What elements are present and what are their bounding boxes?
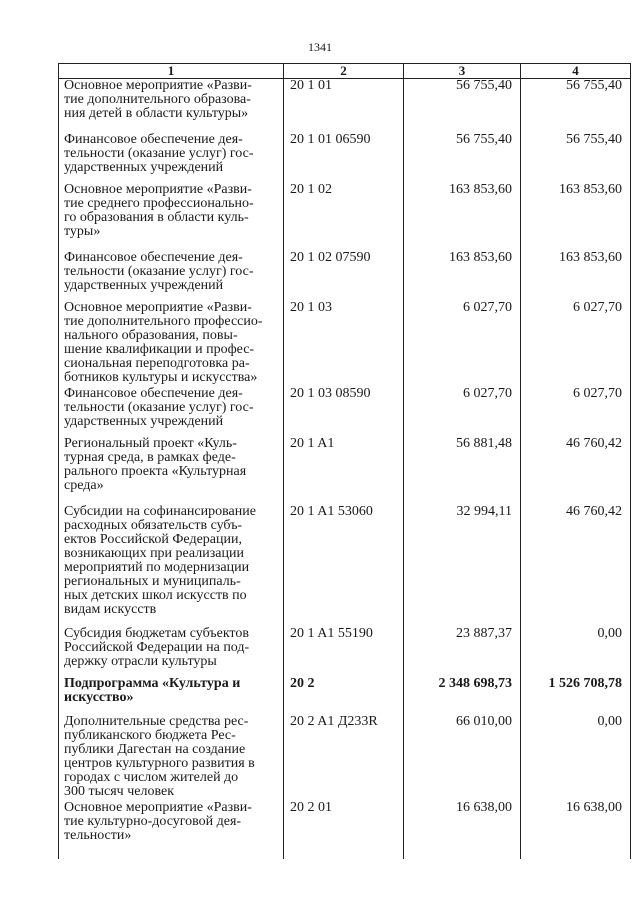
table-row [59, 79, 631, 133]
row-code: 20 1 A1 53060 [284, 505, 404, 627]
row-name: Основное мероприятие «Разви- тие дополнительного профессио- нального образования, повы- шение квалификации и профес- сиональная переподготовка ра- ботников культуры и искусства» [59, 301, 284, 387]
row-value-col4: 163 853,60 [521, 251, 631, 301]
row-value-col3: 66 010,00 [404, 715, 521, 801]
table-row [59, 301, 631, 387]
row-code: 20 2 [284, 677, 404, 715]
column-header-2: 2 [284, 64, 404, 79]
row-code: 20 1 03 [284, 301, 404, 387]
row-name: Региональный проект «Куль- турная среда, в рамках феде- рального проекта «Культурная среда» [59, 437, 284, 505]
table-row [59, 183, 631, 251]
table-row [59, 133, 631, 183]
table-row [59, 715, 631, 801]
row-code: 20 1 01 06590 [284, 133, 404, 183]
row-value-col4: 0,00 [521, 715, 631, 801]
table-row [59, 251, 631, 301]
row-name: Финансовое обеспечение дея- тельности (оказание услуг) гос- ударственных учреждений [59, 133, 284, 183]
table-row [59, 437, 631, 505]
row-value-col4: 6 027,70 [521, 301, 631, 387]
row-name: Основное мероприятие «Разви- тие дополнительного образова- ния детей в области культуры» [59, 79, 284, 133]
budget-table [58, 63, 631, 859]
row-code: 20 1 A1 55190 [284, 627, 404, 677]
row-code: 20 1 02 [284, 183, 404, 251]
table-row [59, 677, 631, 715]
row-name: Дополнительные средства рес- публиканского бюджета Рес- публики Дагестан на создание центров культурного развития в городах с числом жителей до 300 тысяч человек [59, 715, 284, 801]
table-row [59, 505, 631, 627]
row-value-col4: 6 027,70 [521, 387, 631, 437]
row-value-col4: 16 638,00 [521, 801, 631, 859]
column-header-1: 1 [59, 64, 284, 79]
row-value-col3: 163 853,60 [404, 183, 521, 251]
row-value-col3: 163 853,60 [404, 251, 521, 301]
row-value-col4: 46 760,42 [521, 437, 631, 505]
table-row [59, 627, 631, 677]
row-value-col3: 56 881,48 [404, 437, 521, 505]
row-value-col3: 6 027,70 [404, 301, 521, 387]
row-name: Подпрограмма «Культура и искусство» [59, 677, 284, 715]
row-value-col3: 6 027,70 [404, 387, 521, 437]
row-value-col3: 16 638,00 [404, 801, 521, 859]
row-code: 20 2 01 [284, 801, 404, 859]
row-name: Основное мероприятие «Разви- тие среднего профессионально- го образования в области куль- туры» [59, 183, 284, 251]
row-value-col3: 2 348 698,73 [404, 677, 521, 715]
row-value-col4: 1 526 708,78 [521, 677, 631, 715]
row-value-col3: 56 755,40 [404, 79, 521, 133]
row-name: Финансовое обеспечение дея- тельности (оказание услуг) гос- ударственных учреждений [59, 387, 284, 437]
row-name: Субсидия бюджетам субъектов Российской Федерации на под- держку отрасли культуры [59, 627, 284, 677]
row-value-col4: 56 755,40 [521, 133, 631, 183]
row-value-col4: 163 853,60 [521, 183, 631, 251]
row-name: Основное мероприятие «Разви- тие культурно-досуговой дея- тельности» [59, 801, 284, 859]
row-code: 20 1 02 07590 [284, 251, 404, 301]
row-value-col3: 32 994,11 [404, 505, 521, 627]
row-value-col3: 56 755,40 [404, 133, 521, 183]
table-row [59, 387, 631, 437]
row-code: 20 1 01 [284, 79, 404, 133]
table-body [59, 79, 631, 859]
row-code: 20 2 A1 Д233R [284, 715, 404, 801]
row-code: 20 1 03 08590 [284, 387, 404, 437]
row-code: 20 1 A1 [284, 437, 404, 505]
page-number: 1341 [308, 40, 332, 54]
column-header-3: 3 [404, 64, 521, 79]
table-row [59, 801, 631, 859]
row-value-col3: 23 887,37 [404, 627, 521, 677]
row-value-col4: 56 755,40 [521, 79, 631, 133]
row-value-col4: 46 760,42 [521, 505, 631, 627]
column-header-4: 4 [521, 64, 631, 79]
table-header-row [59, 64, 631, 79]
row-name: Субсидии на софинансирование расходных обязательств субъ- ектов Российской Федерации, возникающих при реализации мероприятий по модернизации региональных и муниципаль- ных детских школ искусств по видам искусств [59, 505, 284, 627]
row-name: Финансовое обеспечение дея- тельности (оказание услуг) гос- ударственных учреждений [59, 251, 284, 301]
row-value-col4: 0,00 [521, 627, 631, 677]
